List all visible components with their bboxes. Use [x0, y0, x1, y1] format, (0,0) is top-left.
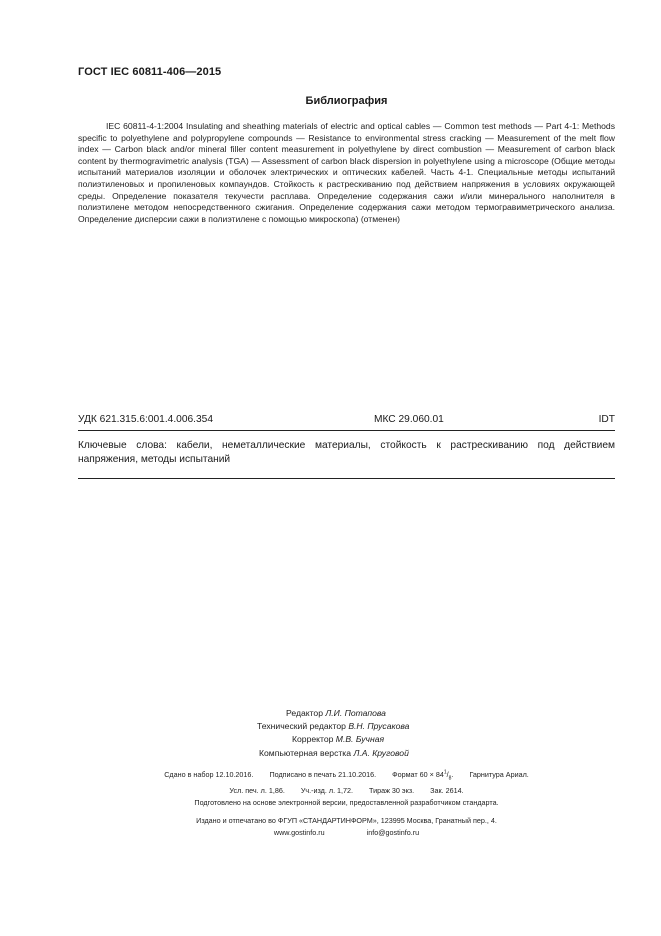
divider-bottom [78, 478, 615, 479]
paper-format: Формат $60 \times 84^1/_8$. [392, 769, 454, 782]
divider-top [78, 430, 615, 431]
udk-code: УДК 621.315.6:001.4.006.354 [78, 414, 213, 425]
format-prefix: Формат 60 × 84 [392, 770, 444, 779]
format-fraction-den: 8 [448, 775, 452, 782]
imprint-block [78, 769, 615, 809]
credit-editor [200, 707, 500, 720]
publication-sheets: Уч.-изд. л. 1,72. [300, 785, 354, 795]
bibliography-title: Библиография [305, 95, 388, 107]
credit-person: Л.А. Круговой [353, 747, 409, 758]
publisher-line: Издано и отпечатано во ФГУП «СТАНДАРТИНФОРМ», 123995 Москва, Гранатный пер., 4. [196, 816, 497, 825]
keywords-text: Ключевые слова: кабели, неметаллические материалы, стойкость к растрескиванию под действием напряжения, методы испытаний [78, 440, 615, 465]
publisher-website[interactable]: www.gostinfo.ru [273, 828, 325, 838]
print-run: Тираж 30 экз. [369, 785, 415, 795]
publisher-contacts [78, 827, 615, 839]
order-number: Зак. 2614. [430, 785, 464, 795]
credit-role: Технический редактор [257, 721, 346, 732]
credit-person: Л.И. Потапова [325, 708, 386, 718]
credit-technical-editor [200, 720, 500, 733]
mks-code: МКС 29.060.01 [374, 414, 444, 425]
document-code: ГОСТ IEC 60811-406—2015 [78, 66, 222, 78]
credit-role: Редактор [286, 708, 323, 718]
typeface: Гарнитура Ариал. [469, 770, 529, 779]
imprint-row-2 [78, 785, 615, 797]
print-sheets: Усл. печ. л. 1,86. [229, 785, 285, 795]
credit-role: Компьютерная верстка [259, 747, 352, 758]
credit-person: М.В. Бучная [335, 734, 385, 745]
credit-person: В.Н. Прусакова [348, 721, 410, 732]
credit-layout [200, 747, 500, 760]
sent-to-set: Сдано в набор 12.10.2016. [164, 770, 254, 779]
bibliography-entry: IEC 60811-4-1:2004 Insulating and sheathing materials of electric and optical cables — Common test methods — Part 4-1: Methods specific to polyethylene and polypropylene compounds — Resistance to environmental stress cracking — Measurement of the melt flow index — Carbon black and/or mineral filler content measurement in polyethylene by direct combustion — Measurement of carbon black content by thermogravimetric analysis (TGA) — Assessment of carbon black dispersion in polyethylene using a microscope (Общие методы испытаний материалов изоляции и оболочек электрических и оптических кабелей. Часть 4-1. Специальные методы испытаний полиэтиленовых и пропиленовых компаундов. Стойкость к растрескиванию под действием напряжения в условиях окружающей среды. Определение показателя текучести расплава. Определение содержания сажи и/или минерального наполнителя в полиэтилене методом непосредственного сжигания. Определение содержания сажи методом термогравиметрического анализа. Определение дисперсии сажи в полиэтилене с помощью микроскопа) (отменен) [78, 121, 615, 224]
idt-marker: IDT [598, 414, 615, 425]
publisher-email[interactable]: info@gostinfo.ru [366, 828, 420, 838]
publisher-block [78, 815, 615, 839]
imprint-row-1 [78, 769, 615, 785]
credit-proofreader [200, 733, 500, 746]
format-fraction-num: 1 [443, 769, 447, 776]
signed-to-print: Подписано в печать 21.10.2016. [269, 770, 377, 779]
credit-role: Корректор [292, 734, 334, 745]
credits-block [200, 707, 500, 760]
imprint-row-3: Подготовлено на основе электронной версии, предоставленной разработчиком стандарта. [194, 797, 499, 807]
